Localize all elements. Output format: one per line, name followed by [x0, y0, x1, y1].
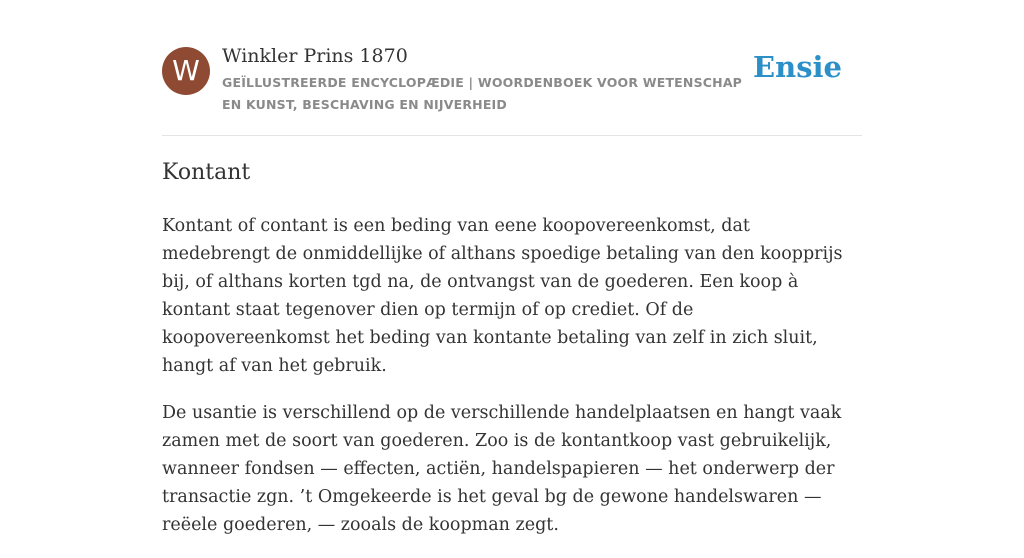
- source-subtitle: GEÏLLUSTREERDE ENCYCLOPÆDIE | WOORDENBOEK VOOR WETENSCHAP EN KUNST, BESCHAVING EN NIJVERHEID: [222, 75, 743, 112]
- ensie-logo-link[interactable]: Ensie: [753, 50, 842, 84]
- body-paragraph: Kontant of contant is een beding van eene koopovereenkomst, dat medebrengt de onmiddellijke of althans spoedige betaling van den koopprijs bij, of althans korten tgd na, de ontvangst van de goederen. Een koop à kontant staat tegenover dien op termijn of op crediet. Of de koopovereenkomst het beding van kontante betaling van zelf in zich sluit, hangt af van het gebruik.: [162, 216, 843, 376]
- content-container: [162, 0, 862, 535]
- source-title[interactable]: Winkler Prins 1870: [222, 45, 408, 67]
- body-paragraph: De usantie is verschillend op de verschillende handelplaatsen en hangt vaak zamen met de soort van goederen. Zoo is de kontantkoop vast gebruikelijk, wanneer fondsen — effecten, actiën, handelspapieren — het onderwerp der transactie zgn. ’t Omgekeerde is het geval bg de gewone handelswaren — reëele goederen, — zooals de koopman zegt.: [162, 403, 842, 535]
- source-avatar[interactable]: W: [162, 47, 210, 95]
- entry-body: [162, 212, 862, 558]
- source-header: [162, 0, 862, 136]
- entry-title: Kontant: [162, 160, 251, 185]
